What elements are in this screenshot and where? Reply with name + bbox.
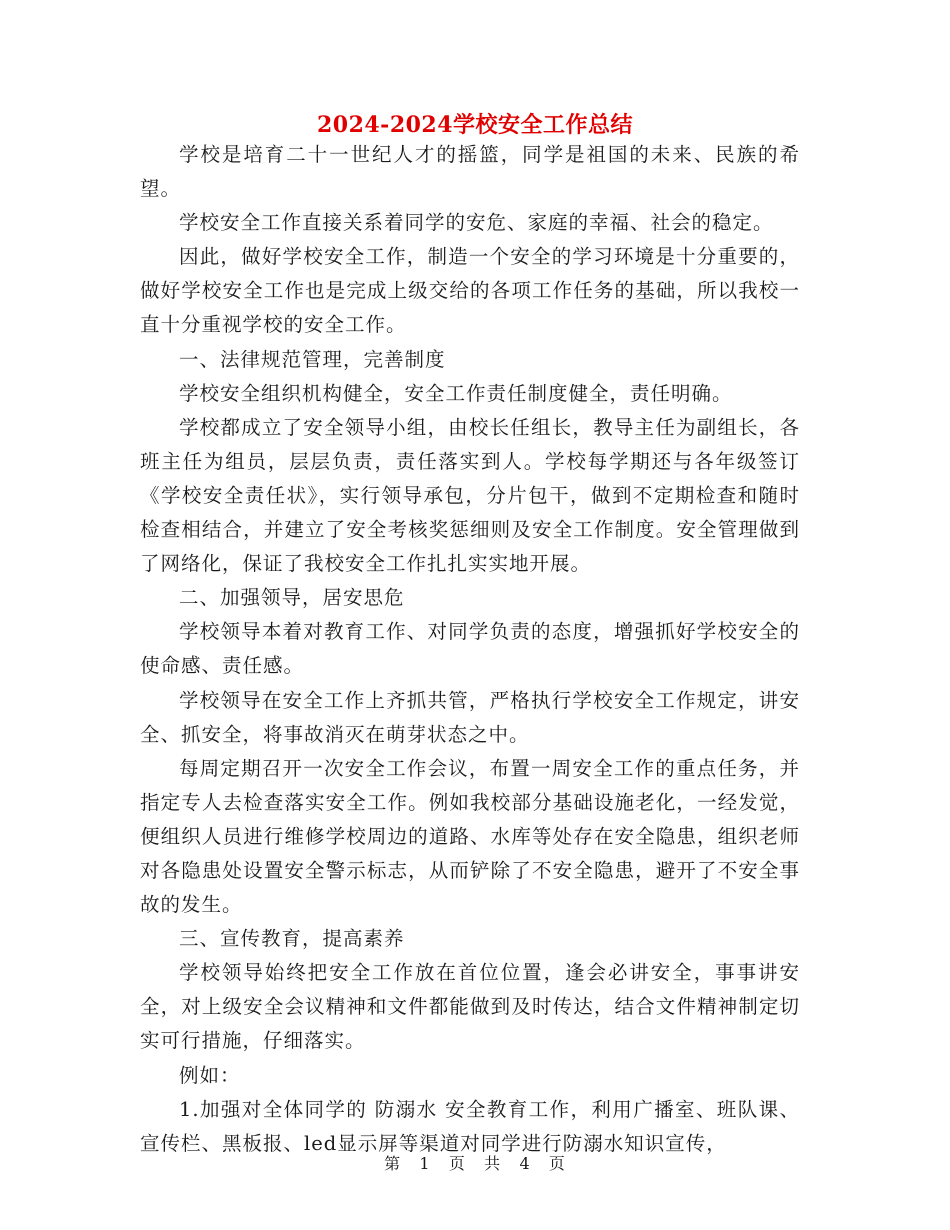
- paragraph: 每周定期召开一次安全工作会议，布置一周安全工作的重点任务，并指定专人去检查落实安全工作。例如我校部分基础设施老化，一经发觉，便组织人员进行维修学校周边的道路、水库等处存在安全隐患，组织老师对各隐患处设置安全警示标志，从而铲除了不安全隐患，避开了不安全事故的发生。: [140, 756, 800, 917]
- footer-page-label: 页: [448, 1154, 466, 1173]
- paragraph: 学校是培育二十一世纪人才的摇篮，同学是祖国的未来、民族的希望。: [140, 143, 800, 201]
- section-heading: 一、法律规范管理，完善制度: [179, 347, 446, 371]
- paragraph: 因此，做好学校安全工作，制造一个安全的学习环境是十分重要的，做好学校安全工作也是完成上级交给的各项工作任务的基础，所以我校一直十分重视学校的安全工作。: [140, 245, 800, 337]
- footer-prefix: 第: [384, 1154, 402, 1173]
- section-heading: 三、宣传教育，提高素养: [179, 927, 405, 951]
- document-body: [140, 138, 800, 1161]
- footer-total-pages: 4: [519, 1154, 531, 1173]
- footer-suffix: 页: [548, 1154, 566, 1173]
- paragraph: 1.加强对全体同学的 防溺水 安全教育工作，利用广播室、班队课、宣传栏、黑板报、led显示屏等渠道对同学进行防溺水知识宣传，: [140, 1097, 800, 1155]
- paragraph: 学校领导在安全工作上齐抓共管，严格执行学校安全工作规定，讲安全、抓安全，将事故消灭在萌芽状态之中。: [140, 688, 800, 746]
- paragraph: 学校领导始终把安全工作放在首位位置，逢会必讲安全，事事讲安全，对上级安全会议精神和文件都能做到及时传达，结合文件精神制定切实可行措施，仔细落实。: [140, 961, 800, 1053]
- footer-total-label: 共: [484, 1154, 502, 1173]
- page-footer: [0, 1153, 950, 1175]
- paragraph: 学校安全组织机构健全，安全工作责任制度健全，责任明确。: [179, 381, 733, 405]
- paragraph: 学校领导本着对教育工作、对同学负责的态度，增强抓好学校安全的使命感、责任感。: [140, 620, 800, 678]
- document-title: 2024-2024学校安全工作总结: [316, 112, 634, 138]
- footer-page-number: 1: [419, 1154, 431, 1173]
- section-heading: 二、加强领导，居安思危: [179, 586, 405, 610]
- paragraph: 学校都成立了安全领导小组，由校长任组长，教导主任为副组长，各班主任为组员，层层负责，责任落实到人。学校每学期还与各年级签订《学校安全责任状》，实行领导承包，分片包干，做到不定期检查和随时检查相结合，并建立了安全考核奖惩细则及安全工作制度。安全管理做到了网络化，保证了我校安全工作扎扎实实地开展。: [140, 415, 800, 576]
- paragraph: 例如：: [179, 1063, 241, 1087]
- paragraph: 学校安全工作直接关系着同学的安危、家庭的幸福、社会的稳定。: [179, 211, 774, 235]
